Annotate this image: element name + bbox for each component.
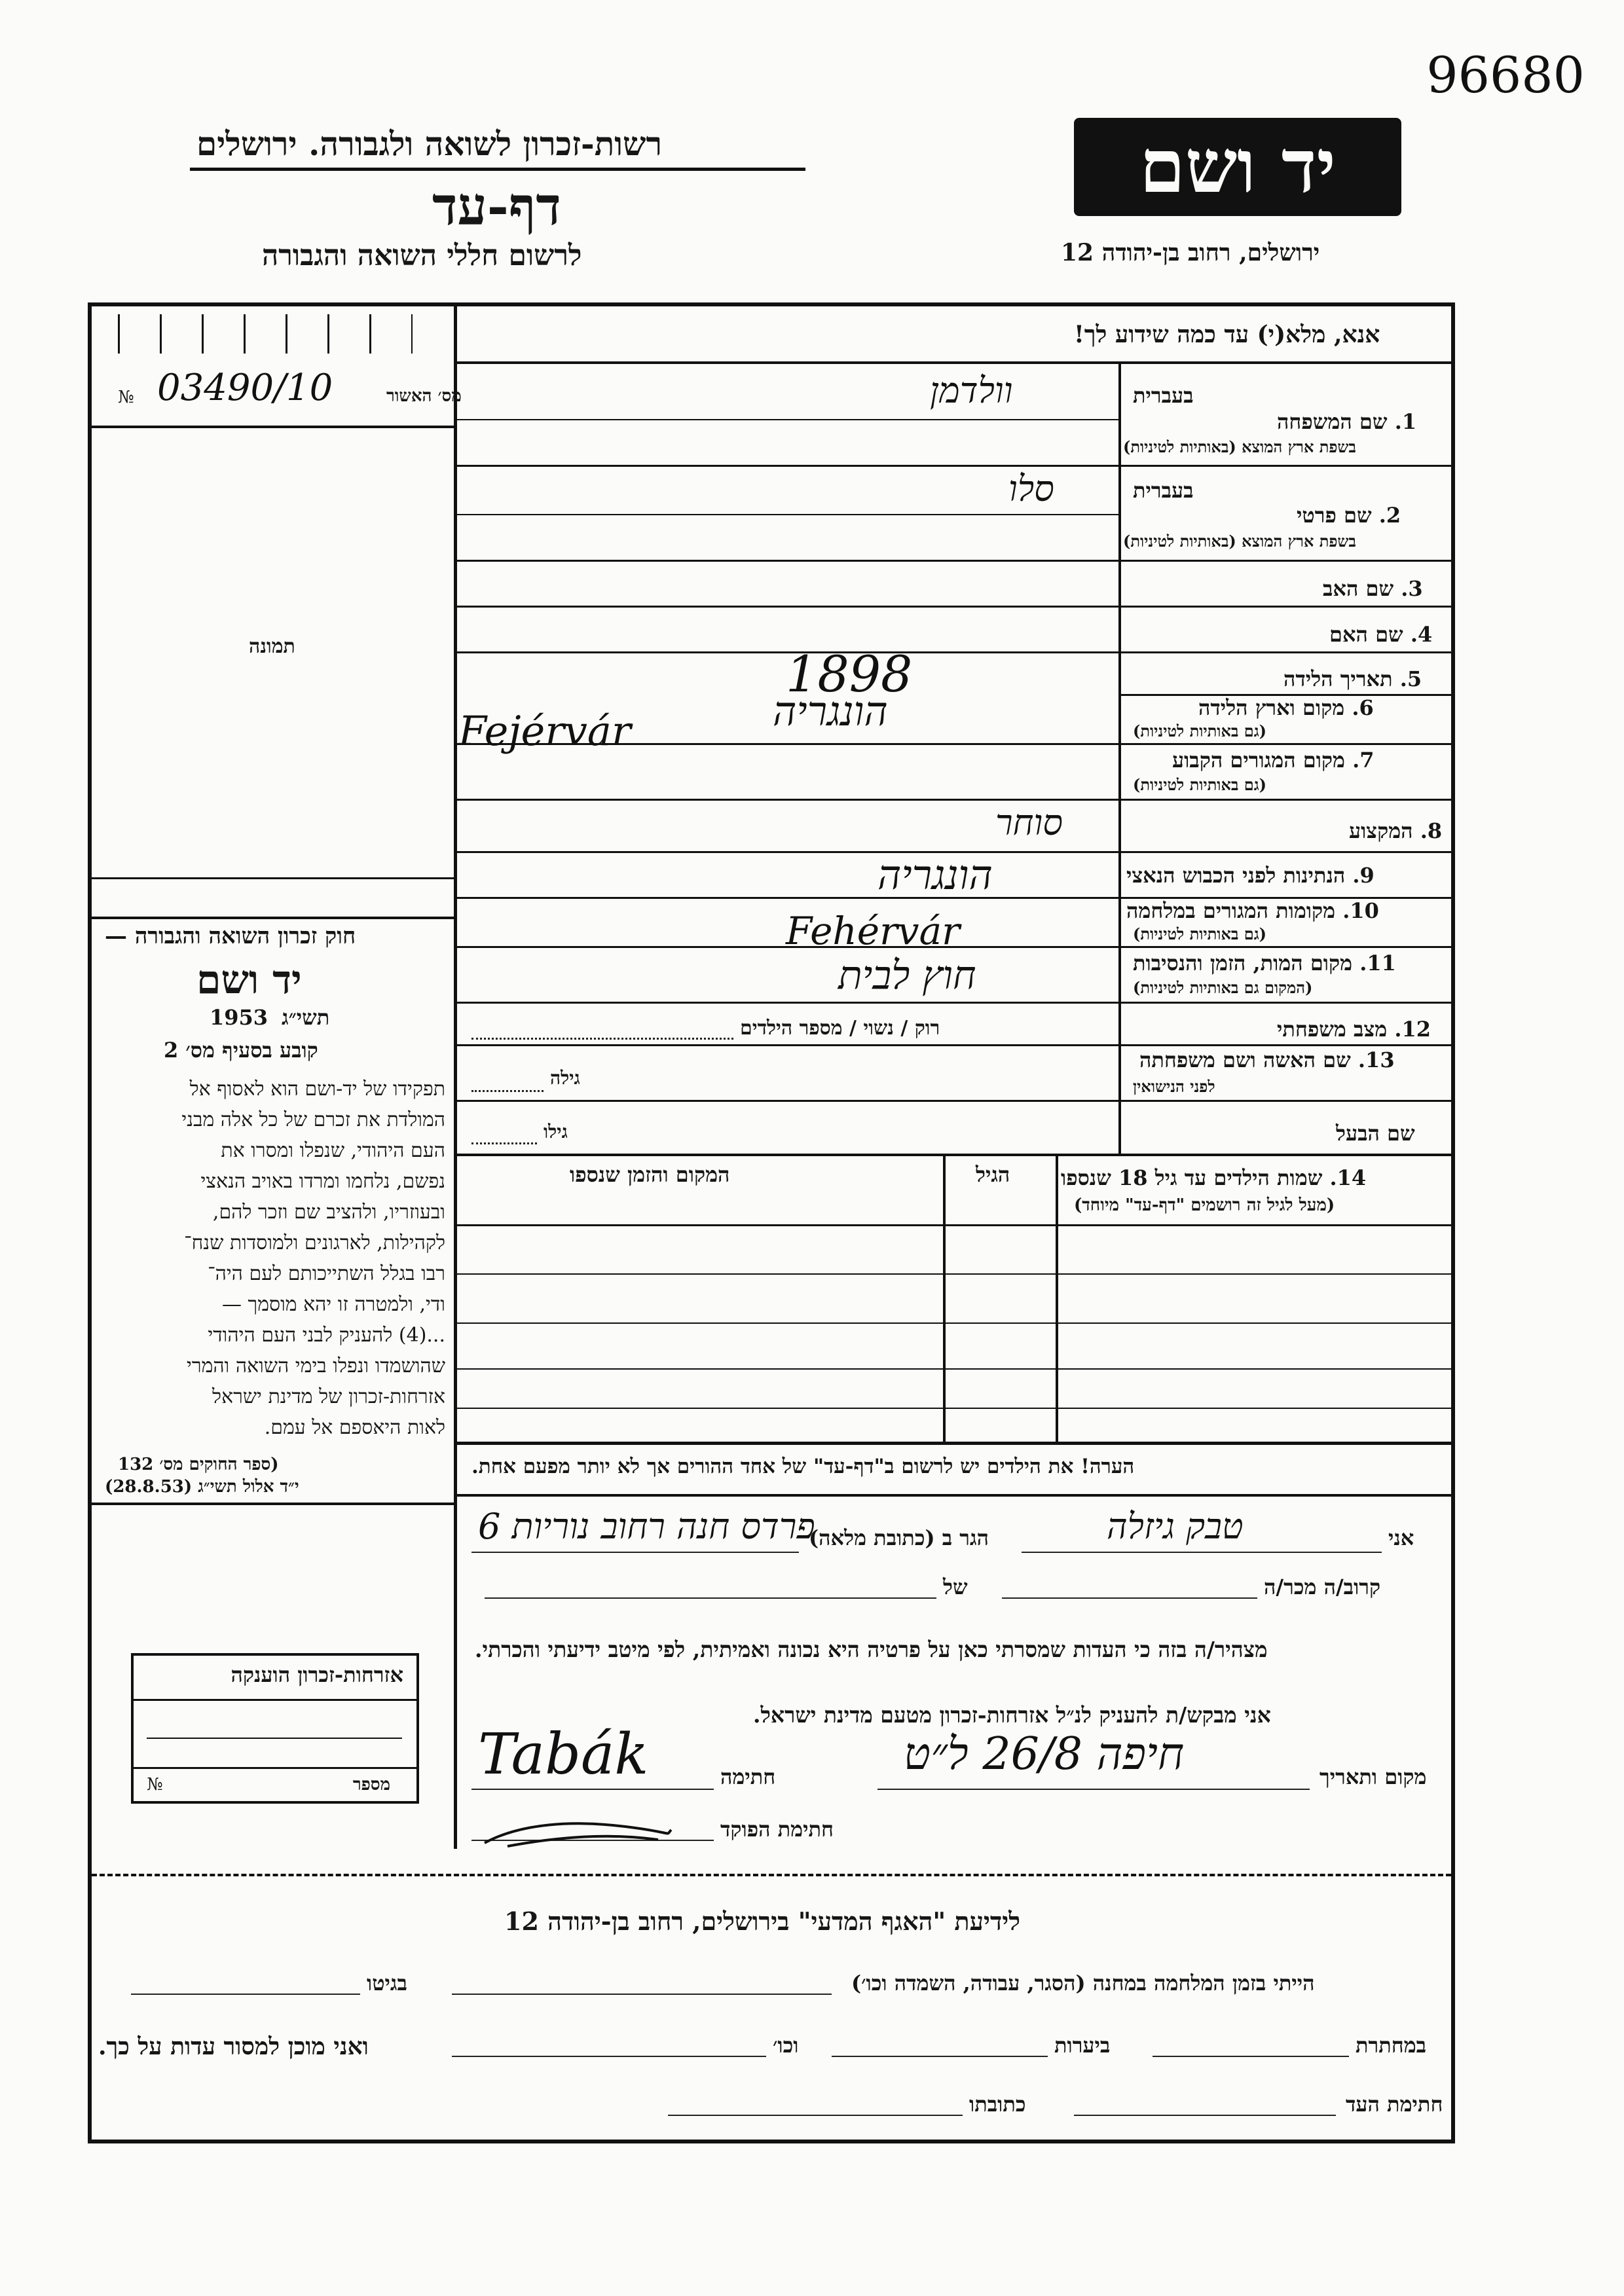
field-8-value: סוחר bbox=[995, 802, 1063, 843]
children-col-div-1 bbox=[1056, 1154, 1058, 1442]
row-sep-1a bbox=[454, 419, 1118, 420]
field-1-hebrew-tag: בעברית bbox=[1133, 383, 1194, 408]
decl-relative-label: קרוב/ה מכר/ה bbox=[1264, 1575, 1381, 1599]
record-number-line bbox=[92, 426, 454, 428]
record-number-sign: № bbox=[118, 388, 134, 407]
row-sep-7 bbox=[454, 799, 1455, 801]
children-table-bottom bbox=[454, 1442, 1455, 1445]
children-col-age: הגיל bbox=[976, 1162, 1010, 1187]
footer-ready: ואני מוכן למסור עדות על כך. bbox=[98, 2033, 369, 2060]
husband-age-line bbox=[471, 1142, 537, 1144]
field-2-label: 2. שם פרטי bbox=[1297, 503, 1401, 528]
footer-etc: וכו׳ bbox=[773, 2033, 799, 2058]
field-11-value: חוץ לבית bbox=[838, 953, 976, 998]
footer-ghetto: בגיטו bbox=[367, 1971, 407, 1995]
field-2-sublabel: בשפת ארץ המוצא (באותיות לטיניות) bbox=[1123, 532, 1356, 551]
citizenship-title-line bbox=[134, 1699, 416, 1701]
field-9-label: 9. הנתינות לפני הכבוש הנאצי bbox=[1126, 863, 1375, 888]
field-2-hebrew-tag: בעברית bbox=[1133, 478, 1194, 503]
decl-officer-label: חתימת הפוקד bbox=[720, 1817, 834, 1842]
law-clause: קובע בסעיף מס׳ 2 bbox=[164, 1038, 318, 1063]
law-source-date: י״ד אלול תשי״ג (28.8.53) bbox=[105, 1477, 299, 1497]
photo-label: תמונה bbox=[249, 635, 295, 658]
field-3-label: 3. שם האב bbox=[1323, 576, 1423, 601]
law-line: שהושמדו ונפלו בימי השואה והמרי bbox=[186, 1355, 445, 1377]
decl-signature-label: חתימה bbox=[720, 1764, 776, 1789]
field-1-value: וולדמן bbox=[930, 370, 1013, 411]
form-title: דף-עד bbox=[432, 175, 561, 237]
yad-vashem-logo bbox=[1074, 118, 1401, 216]
law-line: העם היהודי, שנפלו ומסרו את bbox=[221, 1139, 445, 1162]
citizenship-number-sign: № bbox=[147, 1775, 163, 1795]
footer-witness-line bbox=[1074, 2115, 1336, 2116]
field-1-sublabel: בשפת ארץ המוצא (באותיות לטיניות) bbox=[1123, 437, 1356, 456]
wife-age-label: גילה bbox=[550, 1067, 580, 1089]
field-1-label: 1. שם המשפחה bbox=[1277, 409, 1417, 434]
record-number-value: 03490/10 bbox=[157, 367, 333, 409]
row-sep-1 bbox=[454, 465, 1455, 467]
field-6-label: 6. מקום וארץ הלידה bbox=[1198, 695, 1374, 720]
footer-witness-signature: חתימת העד bbox=[1346, 2092, 1443, 2117]
footer-ghetto-line bbox=[131, 1994, 360, 1995]
field-8-label: 8. המקצוע bbox=[1349, 818, 1443, 843]
row-sep-11 bbox=[454, 1002, 1455, 1004]
decl-signature-value: Tabák bbox=[478, 1722, 649, 1787]
field-6-value-latin: Fejérvár bbox=[458, 707, 631, 755]
law-line: ובעוזריו, ולהציב שם וזכר להם, bbox=[212, 1201, 445, 1224]
footer-camp-line bbox=[452, 1994, 832, 1995]
field-14-label: 14. שמות הילדים עד גיל 18 שנספו bbox=[1061, 1165, 1367, 1190]
footer-forests: ביערות bbox=[1054, 2033, 1111, 2058]
field-12-dotted-line bbox=[471, 1038, 733, 1040]
row-sep-12 bbox=[454, 1044, 1455, 1046]
children-row-5 bbox=[454, 1408, 1455, 1409]
decl-statement: מצהיר/ה בזה כי העדות שמסרתי כאן על פרטיה היא נכונה ואמיתית, לפי מיטב ידיעתי והכרתי. bbox=[475, 1637, 1268, 1662]
sidebar-divider bbox=[454, 302, 457, 1849]
field-7-sublabel: (גם באותיות לטיניות) bbox=[1133, 775, 1267, 794]
citizenship-box bbox=[131, 1653, 419, 1804]
law-line: ודי, ולמטרה זו יהא מוסמך — bbox=[221, 1293, 445, 1316]
children-col-place-time: המקום והזמן שנספו bbox=[570, 1162, 730, 1187]
logo-text: יד ושם bbox=[1139, 124, 1337, 210]
decl-i-label: אני bbox=[1388, 1525, 1414, 1550]
law-line: רבו בגלל השתייכותם לעם היה־ bbox=[208, 1262, 445, 1285]
footer-etc-line bbox=[452, 2056, 766, 2057]
field-12-options: רוק / נשוי / מספר הילדים bbox=[740, 1017, 940, 1040]
plea-line bbox=[454, 361, 1455, 364]
wife-age-line bbox=[471, 1090, 544, 1092]
law-text bbox=[98, 1074, 445, 1443]
footer-forests-line bbox=[832, 2056, 1048, 2057]
law-line: תפקידו של יד-ושם הוא לאסוף אל bbox=[189, 1078, 445, 1101]
form-subtitle: לרשום חללי השואה והגבורה bbox=[262, 239, 582, 272]
note-bottom-line bbox=[454, 1494, 1455, 1497]
field-6-sublabel: (גם באותיות לטיניות) bbox=[1133, 721, 1267, 740]
officer-signature-scribble bbox=[481, 1813, 678, 1853]
decl-place-date-line bbox=[877, 1789, 1310, 1790]
field-6-value-hebrew: הונגריה bbox=[773, 687, 888, 735]
row-sep-2 bbox=[454, 560, 1455, 562]
footer-dashed-divider bbox=[92, 1874, 1451, 1876]
footer-info: לידיעת "האגף המדעי" בירושלים, רחוב בן-יהודה 12 bbox=[504, 1906, 1021, 1936]
footer-line1: הייתי בזמן המלחמה במחנה (הסגר, עבודה, השמדה וכו׳) bbox=[851, 1971, 1315, 1995]
sidebar-bottom-line bbox=[92, 1503, 455, 1505]
footer-underground: במחתרת bbox=[1356, 2033, 1427, 2058]
field-5-label: 5. תאריך הלידה bbox=[1283, 666, 1422, 691]
footer-address-line bbox=[668, 2115, 963, 2116]
decl-place-date-label: מקום ותאריך bbox=[1320, 1764, 1427, 1789]
field-11-label: 11. מקום המות, הזמן והנסיבות bbox=[1133, 951, 1396, 975]
decl-request: אני מבקש/ת להעניק לנ״ל אזרחות-זכרון מטעם מדינת ישראל. bbox=[753, 1702, 1271, 1728]
org-title: רשות-זכרון לשואה ולגבורה. ירושלים bbox=[196, 124, 663, 163]
footer-address: כתובתו bbox=[969, 2092, 1026, 2117]
citizenship-title: אזרחות-זכרון הוענקה bbox=[231, 1662, 403, 1687]
law-line: אזרחות-זכרון של מדינת ישראל bbox=[212, 1385, 445, 1408]
decl-of-line bbox=[485, 1597, 936, 1599]
law-title: חוק זכרון השואה והגבורה — bbox=[105, 923, 356, 949]
org-title-underline bbox=[190, 168, 805, 171]
children-col-div-2 bbox=[943, 1154, 946, 1442]
record-number-label: מס׳ האשור bbox=[386, 386, 462, 406]
law-name: יד ושם bbox=[196, 957, 302, 1003]
field-12-label: 12. מצב משפחתי bbox=[1277, 1017, 1431, 1042]
husband-label: שם הבעל bbox=[1336, 1121, 1415, 1146]
field-14-sublabel: (מעל לגיל זה רושמים "דף-עד" מיוחד) bbox=[1074, 1195, 1335, 1215]
field-10-value: Fehérvár bbox=[786, 909, 960, 953]
field-4-label: 4. שם האם bbox=[1329, 622, 1433, 647]
law-line: המולדת את זכרם של כל אלה מבני bbox=[181, 1108, 445, 1131]
archive-number: 96680 bbox=[1426, 46, 1585, 104]
field-13-sublabel: לפני הנישואין bbox=[1133, 1077, 1215, 1096]
children-row-4 bbox=[454, 1368, 1455, 1370]
decl-relative-line bbox=[1002, 1597, 1257, 1599]
decl-address-label: הגר ב (כתובת מלאה) bbox=[809, 1525, 989, 1550]
photo-bottom-line bbox=[92, 917, 454, 919]
field-9-value: הונגריה bbox=[877, 851, 993, 899]
field-2-value: סלו bbox=[1008, 468, 1054, 509]
label-divider bbox=[1118, 361, 1121, 1154]
law-line: נפשם, נלחמו ומרדו באויב הנאצי bbox=[200, 1170, 445, 1193]
children-row-1 bbox=[454, 1224, 1455, 1226]
decl-address-value: פרדס חנה רחוב נוריות 6 bbox=[478, 1506, 815, 1547]
law-line: ...(4) להעניק לבני העם היהודי bbox=[208, 1324, 445, 1347]
row-sep-13 bbox=[454, 1100, 1455, 1102]
decl-i-line bbox=[1022, 1552, 1382, 1553]
decl-place-date-value: חיפה 26/8 ל״ט bbox=[904, 1728, 1185, 1780]
citizenship-line-1 bbox=[147, 1738, 402, 1739]
law-line: לקהילות, לארגונים ולמוסדות שנח־ bbox=[184, 1231, 445, 1254]
law-year: 1953 bbox=[210, 1005, 268, 1030]
citizenship-number-label: מספר bbox=[352, 1775, 390, 1795]
children-row-3 bbox=[454, 1322, 1455, 1324]
field-11-sublabel: (המקום גם באותיות לטיניות) bbox=[1133, 978, 1313, 997]
law-top-line bbox=[92, 877, 454, 879]
row-sep-3 bbox=[454, 606, 1455, 608]
children-note: הערה! את הילדים יש לרשום ב"דף-עד" של אחד ההורים אך לא יותר מפעם אחת. bbox=[471, 1455, 1135, 1478]
decl-address-line bbox=[471, 1552, 799, 1553]
form-plea: אנא, מלא(י) עד כמה שידוע לך! bbox=[1074, 321, 1380, 348]
row-sep-husband bbox=[454, 1154, 1455, 1156]
law-year-hebrew: תשי״ג bbox=[282, 1005, 330, 1030]
row-sep-4 bbox=[454, 651, 1455, 653]
row-sep-2a bbox=[454, 514, 1118, 515]
decl-i-value: טבק גיזלה bbox=[1107, 1506, 1244, 1547]
law-line: לאות היאספם אל עמם. bbox=[264, 1416, 445, 1439]
field-10-sublabel: (גם באותיות לטיניות) bbox=[1133, 924, 1267, 943]
husband-age-label: גילו bbox=[544, 1121, 568, 1142]
field-13-label: 13. שם האשה ושם משפחתה bbox=[1139, 1048, 1395, 1072]
field-7-label: 7. מקום המגורים הקבוע bbox=[1172, 748, 1375, 773]
children-row-2 bbox=[454, 1273, 1455, 1275]
decl-signature-line bbox=[471, 1789, 714, 1790]
footer-underground-line bbox=[1153, 2056, 1349, 2057]
field-5-value: 1898 bbox=[786, 645, 913, 703]
decl-of-label: של bbox=[943, 1575, 968, 1599]
field-10-label: 10. מקומות המגורים במלחמה bbox=[1126, 898, 1379, 923]
law-source: (ספר החוקים מס׳ 132 bbox=[118, 1455, 279, 1474]
header-address: ירושלים, רחוב בן-יהודה 12 bbox=[1061, 239, 1320, 266]
citizenship-line-2 bbox=[134, 1767, 416, 1769]
